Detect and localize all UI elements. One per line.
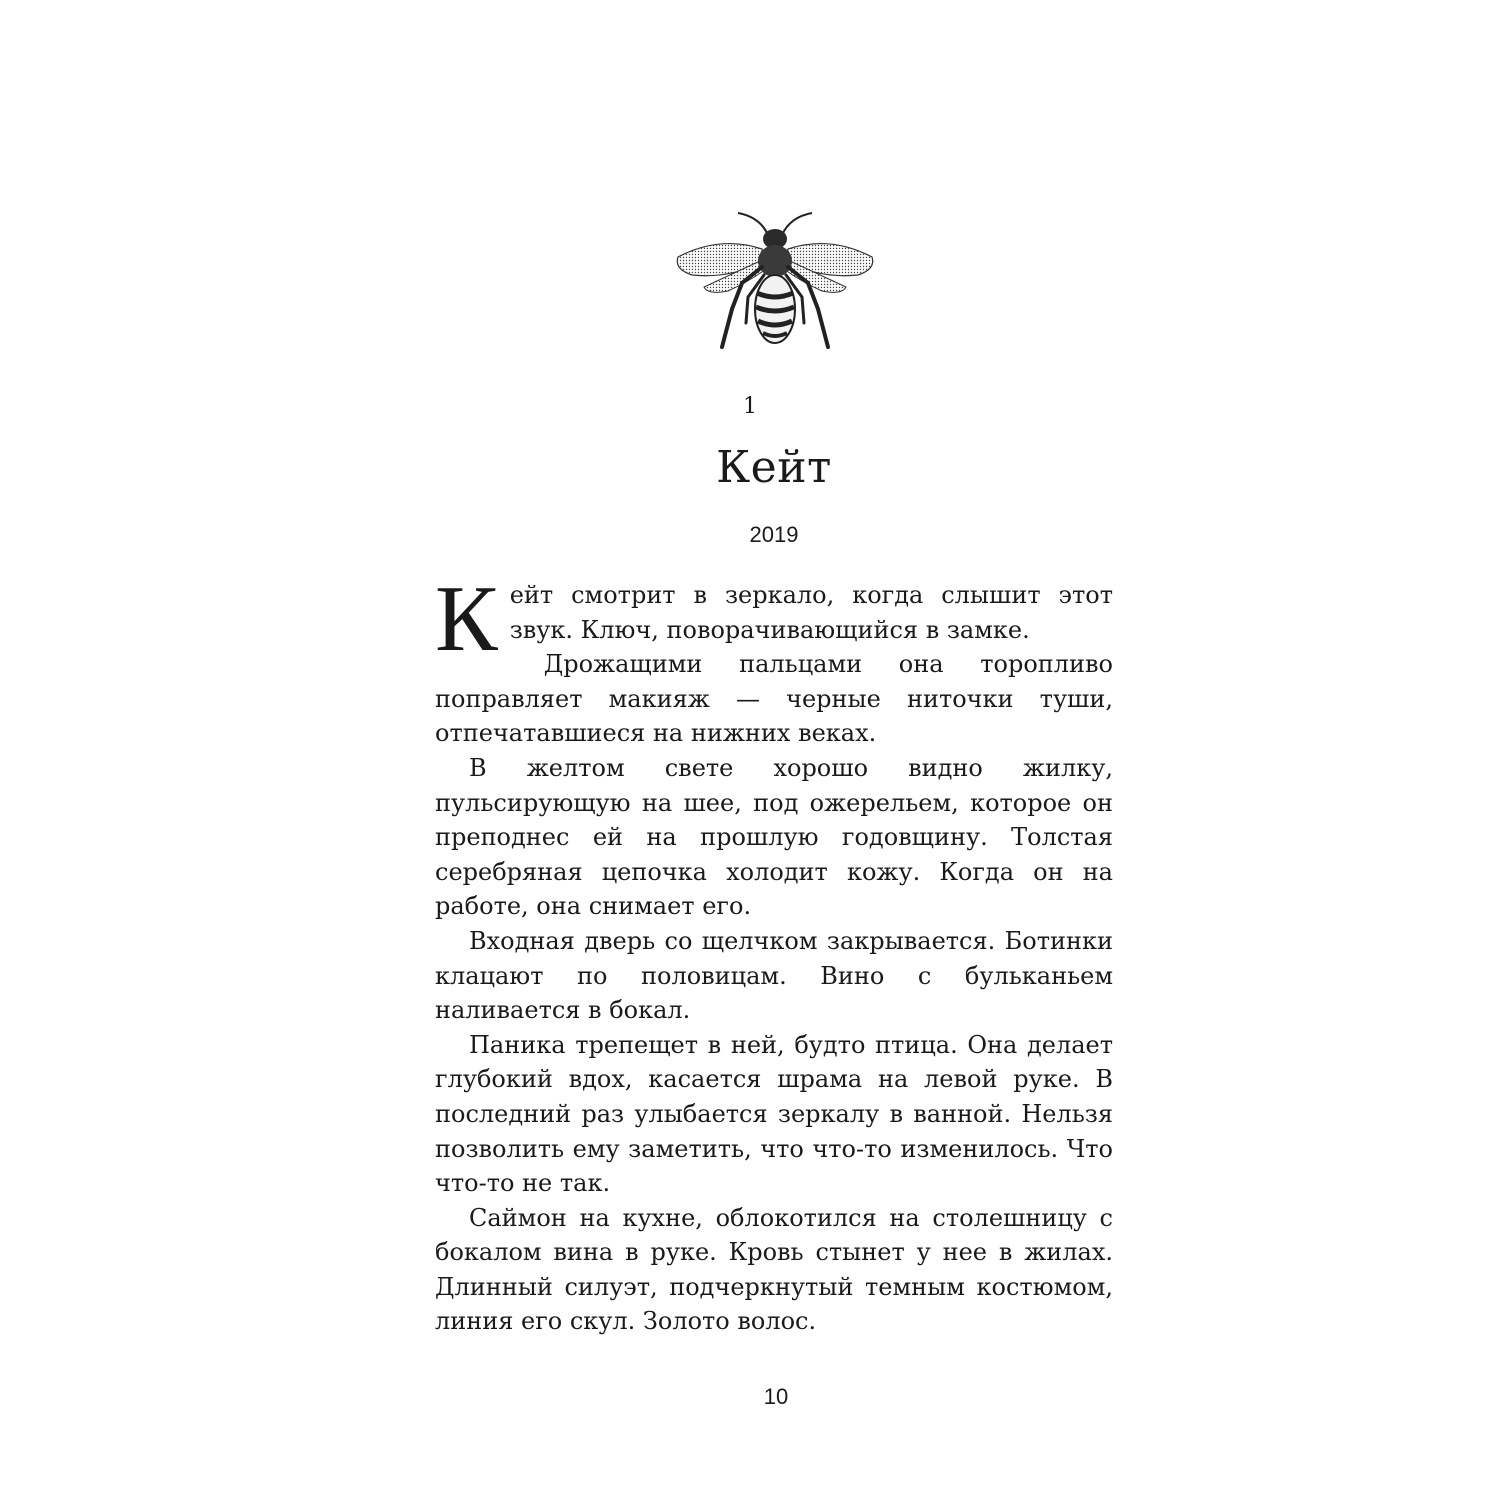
chapter-title: Кейт [716,442,832,493]
paragraph-2: Дрожащими пальцами она торопливо поправляет макияж — черные ниточки туши, отпечатавшиеся на нижних веках. [435,650,1113,748]
paragraph-4: Входная дверь со щелчком закрывается. Ботинки клацают по половицам. Вино с бульканьем наливается в бокал. [435,926,1113,1025]
paragraph-5: Паника трепещет в ней, будто птица. Она делает глубокий вдох, касается шрама на левой руке. В последний раз улыбается зеркалу в ванной. Нельзя позволить ему заметить, что что-то изменилось. Что что-то не так. [435,1030,1113,1198]
paragraph-3: В желтом свете хорошо видно жилку, пульсирующую на шее, под ожерельем, которое он преподнес ей на прошлую годовщину. Толстая серебряная цепочка холодит кожу. Когда он на работе, она снимает его. [435,753,1113,921]
chapter-text [435,567,1113,1339]
bee-icon [670,205,880,355]
paragraph-1: Кейт смотрит в зеркало, когда слышит этот звук. Ключ, поворачивающийся в замке. [435,567,1113,671]
chapter-year: 2019 [749,522,799,547]
drop-cap: К [435,567,498,671]
chapter-number: 1 [743,394,757,419]
paragraph-6: Саймон на кухне, облокотился на столешницу с бокалом вина в руке. Кровь стынет у нее в жилах. Длинный силуэт, подчеркнутый темным костюмом, линия его скул. Золото волос. [435,1203,1113,1336]
page-number: 10 [763,1384,789,1409]
